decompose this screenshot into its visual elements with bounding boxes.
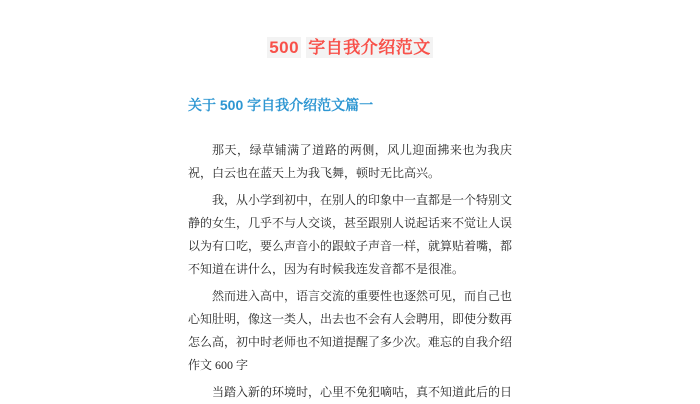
title-keyword-number: 500 — [269, 38, 300, 57]
paragraph: 当踏入新的环境时，心里不免犯嘀咕，真不知道此后的日 — [212, 385, 513, 399]
paragraph: 我，从小学到初中，在别人的印象中一直都是一个特别文静的女生，几乎不与人交谈，甚至跟别人说起话来不觉让人误以为有口吃，要么声音小的跟蚊子声音一样，就算贴着嘴，都不知道在讲什么，因为有时候我连发音都不是很准。 — [188, 193, 513, 276]
paragraph: 那天，绿草铺满了道路的两侧，风儿迎面拂来也为我庆祝，白云也在蓝天上为我飞舞，顿时无比高兴。 — [188, 143, 512, 180]
section-heading: 关于 500 字自我介绍范文篇一 — [188, 97, 374, 113]
title-keyword-text: 字自我介绍范文 — [308, 38, 431, 57]
essay-body — [188, 139, 512, 404]
doc-title — [0, 0, 700, 60]
paragraph: 然而进入高中，语言交流的重要性也逐然可见，而自己也心知肚明，像这一类人，出去也不会有人会聘用，即使分数再怎么高，初中时老师也不知道提醒了多少次。难忘的自我介绍作文 600 字 — [188, 289, 513, 372]
